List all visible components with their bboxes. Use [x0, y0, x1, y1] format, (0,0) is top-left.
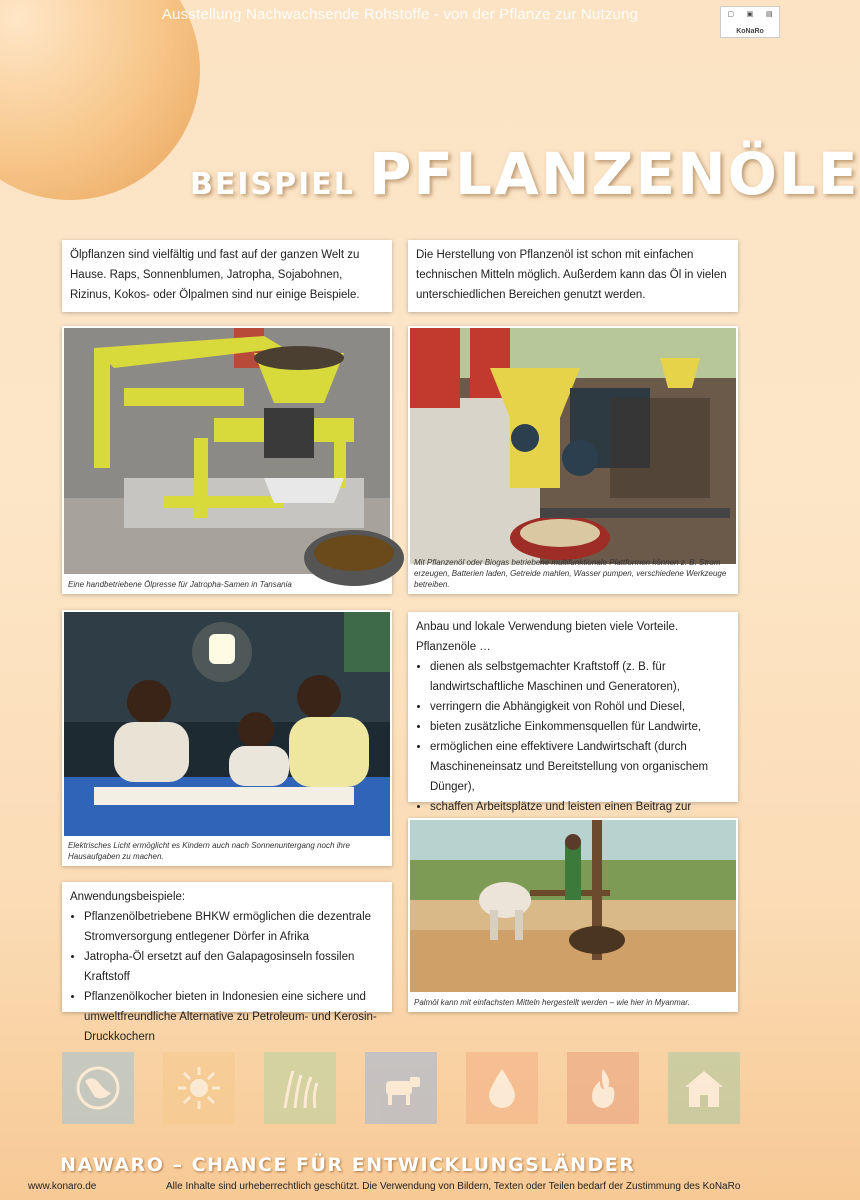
grass-icon	[264, 1052, 336, 1124]
fire-icon	[567, 1052, 639, 1124]
photo-oil-press	[62, 326, 392, 594]
intro-right-text: Die Herstellung von Pflanzenöl ist schon mit einfachen technischen Mitteln möglich. Außerdem kann das Öl in vielen unterschiedlichen Bereichen genutzt werden.	[416, 249, 727, 301]
advantages-list	[416, 657, 730, 837]
list-item: • ermöglichen eine effektivere Landwirtschaft (durch Maschineneinsatz und Bereitstellung von organischem Dünger),	[430, 737, 730, 797]
globe-icon	[62, 1052, 134, 1124]
topic-icons-row	[62, 1052, 740, 1124]
list-item: • Jatropha-Öl ersetzt auf den Galapagosinseln fossilen Kraftstoff	[84, 947, 384, 987]
drop-icon	[466, 1052, 538, 1124]
exhibition-title: Ausstellung Nachwachsende Rohstoffe - von der Pflanze zur Nutzung	[161, 6, 639, 23]
title-main: PFLANZENÖLE	[368, 140, 860, 208]
children-image	[64, 612, 390, 836]
cow-icon	[365, 1052, 437, 1124]
advantages-heading: Anbau und lokale Verwendung bieten viele Vorteile. Pflanzenöle …	[416, 621, 679, 653]
copyright-notice: Alle Inhalte sind urheberrechtlich geschützt. Die Verwendung von Bildern, Texten oder Teilen bedarf der Zustimmung des KoNaRo	[166, 1181, 741, 1192]
intro-left-box	[62, 240, 392, 312]
list-item: • verringern die Abhängigkeit von Rohöl und Diesel,	[430, 697, 730, 717]
list-item: • bieten zusätzliche Einkommensquellen für Landwirte,	[430, 717, 730, 737]
photo-platform	[408, 326, 738, 594]
caption-palm-oil: Palmöl kann mit einfachsten Mitteln hergestellt werden – wie hier in Myanmar.	[414, 998, 690, 1007]
title-prefix: BEISPIEL	[190, 167, 355, 202]
list-item: • schaffen Arbeitsplätze und leisten einen Beitrag zur	[430, 797, 730, 837]
examples-list	[70, 907, 384, 1047]
logo-text: KoNaRo	[736, 28, 764, 35]
caption-oil-press: Eine handbetriebene Ölpresse für Jatropha-Samen in Tansania	[68, 580, 292, 589]
list-item: • Pflanzenölbetriebene BHKW ermöglichen die dezentrale Stromversorgung entlegener Dörfer in Afrika	[84, 907, 384, 947]
konaro-logo: ▢ ▣ ▤ KoNaRo	[720, 6, 780, 38]
photo-children	[62, 610, 392, 866]
list-item: • dienen als selbstgemachter Kraftstoff (z. B. für landwirtschaftliche Maschinen und Generatoren),	[430, 657, 730, 697]
page-title	[190, 140, 860, 208]
palm-oil-image	[410, 820, 736, 992]
examples-heading: Anwendungsbeispiele:	[70, 891, 186, 903]
list-item: • Pflanzenölkocher bieten in Indonesien eine sichere und umweltfreundliche Alternative zu Petroleum- und Kerosin-Druckkochern	[84, 987, 384, 1047]
examples-box	[62, 882, 392, 1043]
caption-platform: Mit Pflanzenöl oder Biogas betriebene multifunktionale Plattformen können z. B. Strom erzeugen, Batterien laden, Getreide mahlen, Wasser pumpen, verschiedene Werkzeuge betreiben.	[414, 558, 727, 589]
platform-image	[410, 328, 736, 564]
website-link[interactable]: www.konaro.de	[28, 1181, 97, 1192]
advantages-box	[408, 612, 738, 813]
intro-right-box	[408, 240, 738, 312]
sun-icon	[163, 1052, 235, 1124]
oil-press-image	[64, 328, 390, 574]
house-icon	[668, 1052, 740, 1124]
footer-title: NAWARO – CHANCE FÜR ENTWICKLUNGSLÄNDER	[60, 1154, 636, 1176]
photo-palm-oil	[408, 818, 738, 1012]
intro-left-text: Ölpflanzen sind vielfältig und fast auf der ganzen Welt zu Hause. Raps, Sonnenblumen, Jatropha, Sojabohnen, Rizinus, Kokos- oder Ölpalmen sind nur einige Beispiele.	[70, 249, 360, 301]
caption-children: Elektrisches Licht ermöglicht es Kindern auch nach Sonnenuntergang noch ihre Hausaufgaben zu machen.	[68, 841, 350, 861]
corner-decoration	[0, 0, 200, 200]
